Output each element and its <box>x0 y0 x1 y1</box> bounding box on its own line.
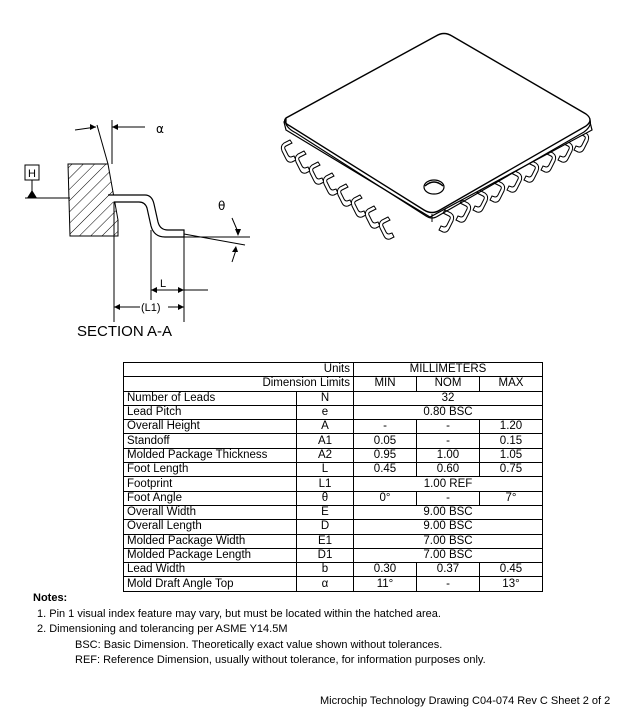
l1-label: (L1) <box>141 302 161 314</box>
dimension-nom-cell: - <box>417 577 480 591</box>
note-item: 1. Pin 1 visual index feature may vary, but must be located within the hatched area. <box>37 607 441 620</box>
dimension-value-cell: 9.00 BSC <box>354 505 543 519</box>
dimension-name-cell: Overall Width <box>124 505 297 519</box>
dimension-name-cell: Overall Length <box>124 520 297 534</box>
units-value-cell: MILLIMETERS <box>354 363 543 377</box>
note-item: 2. Dimensioning and tolerancing per ASME Y14.5M <box>37 623 288 635</box>
dimension-value-cell: 32 <box>354 391 543 405</box>
section-a-a-title: SECTION A-A <box>77 323 173 340</box>
limits-label-cell: Dimension Limits <box>124 377 354 391</box>
units-label-cell: Units <box>124 363 354 377</box>
dimension-name-cell: Mold Draft Angle Top <box>124 577 297 591</box>
dimension-symbol-cell: θ <box>297 491 354 505</box>
table-row <box>124 491 543 505</box>
notes-block <box>33 591 486 669</box>
table-row <box>124 477 543 491</box>
dimension-name-cell: Foot Length <box>124 463 297 477</box>
datum-h-label: H <box>28 168 36 180</box>
dimension-name-cell: Molded Package Width <box>124 534 297 548</box>
dimension-name-cell: Lead Pitch <box>124 405 297 419</box>
dimension-name-cell: Footprint <box>124 477 297 491</box>
dimension-max-cell: 7° <box>480 491 543 505</box>
col-max-header: MAX <box>480 377 543 391</box>
dimension-symbol-cell: L <box>297 463 354 477</box>
dimension-symbol-cell: D1 <box>297 548 354 562</box>
l-label: L <box>160 278 167 290</box>
section-a-a-drawing <box>0 100 300 340</box>
table-header-limits <box>124 377 543 391</box>
dimension-min-cell: 0.95 <box>354 448 417 462</box>
dimension-name-cell: Overall Height <box>124 420 297 434</box>
col-min-header: MIN <box>354 377 417 391</box>
table-row <box>124 463 543 477</box>
dimension-symbol-cell: L1 <box>297 477 354 491</box>
col-nom-header: NOM <box>417 377 480 391</box>
table-row <box>124 520 543 534</box>
table-row <box>124 420 543 434</box>
dimension-nom-cell: 1.00 <box>417 448 480 462</box>
lead-profile <box>108 195 184 237</box>
dimension-value-cell: 7.00 BSC <box>354 534 543 548</box>
notes-heading: Notes: <box>33 592 68 604</box>
dimension-min-cell: 0.05 <box>354 434 417 448</box>
note-item: BSC: Basic Dimension. Theoretically exact value shown without tolerances. <box>75 638 443 651</box>
table-row <box>124 391 543 405</box>
dimension-name-cell: Foot Angle <box>124 491 297 505</box>
dimension-max-cell: 1.20 <box>480 420 543 434</box>
dimension-name-cell: Molded Package Length <box>124 548 297 562</box>
dimension-name-cell: Molded Package Thickness <box>124 448 297 462</box>
dimension-symbol-cell: E1 <box>297 534 354 548</box>
dimension-value-cell: 7.00 BSC <box>354 548 543 562</box>
dimension-max-cell: 0.15 <box>480 434 543 448</box>
dimension-min-cell: 0° <box>354 491 417 505</box>
table-row <box>124 505 543 519</box>
dimension-symbol-cell: b <box>297 563 354 577</box>
alpha-label: α <box>156 122 164 136</box>
table-header-units <box>124 363 543 377</box>
dimension-max-cell: 13° <box>480 577 543 591</box>
dimension-name-cell: Standoff <box>124 434 297 448</box>
dimension-symbol-cell: D <box>297 520 354 534</box>
dimension-min-cell: 11° <box>354 577 417 591</box>
table-row <box>124 563 543 577</box>
dimension-symbol-cell: α <box>297 577 354 591</box>
dimension-nom-cell: 0.37 <box>417 563 480 577</box>
dimension-value-cell: 1.00 REF <box>354 477 543 491</box>
dimension-symbol-cell: A2 <box>297 448 354 462</box>
dimension-min-cell: 0.45 <box>354 463 417 477</box>
package-body-section <box>68 164 118 236</box>
dimension-nom-cell: 0.60 <box>417 463 480 477</box>
table-row <box>124 577 543 591</box>
table-row <box>124 434 543 448</box>
dimension-max-cell: 0.45 <box>480 563 543 577</box>
dimension-value-cell: 0.80 BSC <box>354 405 543 419</box>
dimension-value-cell: 9.00 BSC <box>354 520 543 534</box>
theta-label: θ <box>218 199 226 213</box>
dimension-nom-cell: - <box>417 420 480 434</box>
table-row <box>124 548 543 562</box>
tqfp-package-3d-drawing <box>260 20 626 250</box>
dimensions-table <box>123 362 543 592</box>
note-item: REF: Reference Dimension, usually without tolerance, for information purposes only. <box>75 654 486 666</box>
table-row <box>124 448 543 462</box>
dimension-symbol-cell: A <box>297 420 354 434</box>
dimension-min-cell: - <box>354 420 417 434</box>
table-row <box>124 534 543 548</box>
dimension-nom-cell: - <box>417 434 480 448</box>
dimension-symbol-cell: A1 <box>297 434 354 448</box>
dimension-min-cell: 0.30 <box>354 563 417 577</box>
dimension-nom-cell: - <box>417 491 480 505</box>
dimension-max-cell: 0.75 <box>480 463 543 477</box>
dimension-symbol-cell: E <box>297 505 354 519</box>
dimension-max-cell: 1.05 <box>480 448 543 462</box>
dimension-symbol-cell: e <box>297 405 354 419</box>
dimension-name-cell: Number of Leads <box>124 391 297 405</box>
dimension-symbol-cell: N <box>297 391 354 405</box>
table-row <box>124 405 543 419</box>
dimension-name-cell: Lead Width <box>124 563 297 577</box>
drawing-footer: Microchip Technology Drawing C04-074 Rev C Sheet 2 of 2 <box>320 695 611 707</box>
